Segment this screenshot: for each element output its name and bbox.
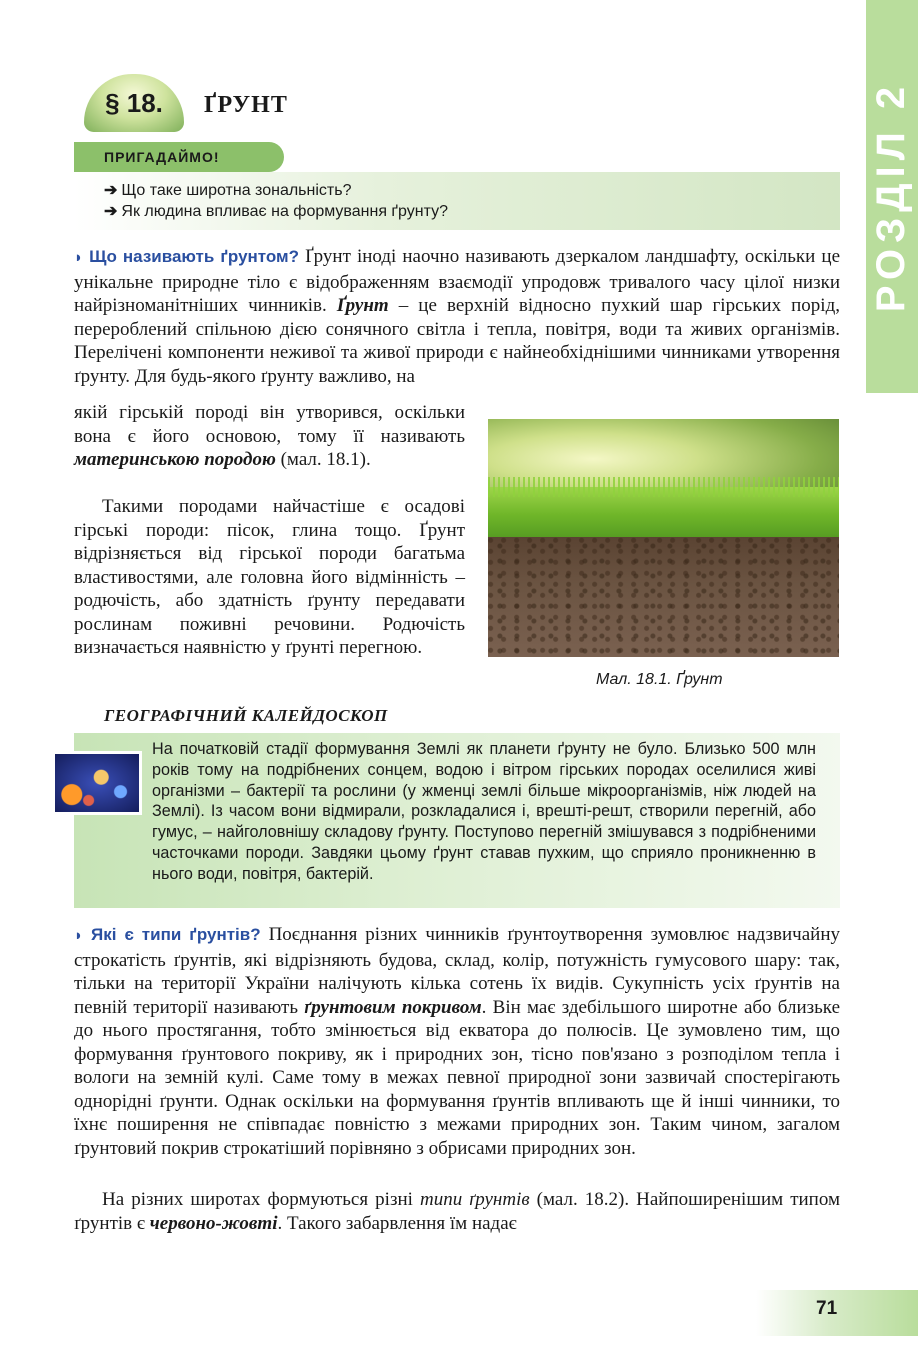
paragraph-latitudes: На різних широтах формуються різні типи ґрунтів (мал. 18.2). Найпоширенішим типом ґрунтів є червоно-жовті. Такого забарвлення їм надає [74, 1189, 841, 1234]
recall-question: ➔ Як людина впливає на формування ґрунту? [104, 203, 448, 220]
arrow-right-icon: ➔ [104, 182, 118, 199]
kaleidoscope-heading: ГЕОГРАФІЧНИЙ КАЛЕЙДОСКОП [104, 706, 388, 725]
question-heading: Що називають ґрунтом? [89, 247, 300, 266]
chapter-label: РОЗДІЛ 2 [869, 80, 914, 313]
term-soil-types: типи ґрунтів [419, 1189, 530, 1210]
paragraph-what-is-soil: ◗ Що називають ґрунтом? Ґрунт іноді наочно називають дзеркалом ландшафту, оскільки це унікальне природне тіло є відображенням взаємодії упродовж тривалого часу цілої низки найрізноманітніших чинників. Ґрунт – це верхній відносно пухкий шар гірських порід, перероблений спільною дією сонячного світла і тепла, повітря, води та живих організмів. Перелічені компоненти неживої та живої природи є найнеобхіднішими чинниками утворення ґрунту. Для будь-якого ґрунту важливо, на [74, 246, 841, 387]
kaleidoscope-text: На початковій стадії формування Землі як планети ґрунту не було. Близько 500 млн років тому на подрібнених сонцем, водою і вітром гірських породах оселилися живі організми – бактерії та рослини (у жменці землі більше мікроорганізмів, ніж людей на Землі). Із часом вони відмирали, розкладалися і, врешті-решт, створили перегній, або гумус, – найголовнішу складову ґрунту. Поступово перегній змішувався з подрібненими часточками породи. Завдяки цьому ґрунт ставав пухким, що сприяло проникненню в нього води, повітря, бактерій. [152, 740, 816, 883]
page-title: ҐРУНТ [204, 92, 288, 118]
section-badge: § 18. [84, 74, 184, 132]
paragraph-soil-types: ◗ Які є типи ґрунтів? Поєднання різних чинників ґрунтоутворення зумовлює надзвичайну строкатість ґрунтів, які відрізняють будова, склад, колір, потужність гумусового шару: так, тільки на території України налічують кілька сотень їх видів. Сукупність усіх ґрунтів на певній території називають ґрунтовим покривом. Він має здебільшого широтне або близьке до нього простягання, тобто змінюється від екватора до полюсів. Це зумовлено тим, що формування ґрунтового покриву, як і природних зон, тісно пов'язано з розподілом тепла і вологи на земній кулі. Саме тому в межах певної природної зони зазвичай спостерігають однорідні ґрунти. Однак оскільки на формування ґрунтів впливають ще й інші чинники, то їхнє поширення не співпадає повністю з межами природних зон. Таким чином, загалом ґрунтовий покрив строкатіший порівняно з обрисами природних зон. [74, 924, 841, 1159]
term-soil-cover: ґрунтовим покривом [304, 996, 482, 1018]
figure-caption: Мал. 18.1. Ґрунт [596, 671, 723, 688]
arrow-right-icon: ➔ [104, 203, 118, 220]
paragraph-parent-rock: якій гірській породі він утворився, оскільки вона є його основою, тому її називають материнською породою (мал. 18.1). [74, 402, 465, 470]
term-soil: Ґрунт [336, 295, 389, 316]
recall-tab: ПРИГАДАЙМО! [74, 142, 284, 172]
question-heading: Які є типи ґрунтів? [91, 925, 261, 944]
term-red-yellow: червоно-жовті [149, 1212, 278, 1234]
section-marker-icon: ◗ [74, 928, 84, 944]
term-parent-rock: материнською породою [74, 449, 276, 470]
section-marker-icon: ◗ [74, 250, 84, 266]
paragraph-fertility: Такими породами найчастіше є осадові гірські породи: пісок, глина тощо. Ґрунт відрізняється від гірської породи багатьма властивостями, але головна його відмінність – родючість, або здатність ґрунту передавати рослинам поживні речовини. Родючість визначається наявністю у ґрунті перегною. [74, 496, 465, 658]
page-number: 71 [816, 1298, 838, 1319]
soil-photo [488, 419, 839, 657]
recall-box [74, 172, 840, 230]
solar-system-icon [52, 751, 142, 815]
recall-question: ➔ Що таке широтна зональність? [104, 182, 352, 199]
